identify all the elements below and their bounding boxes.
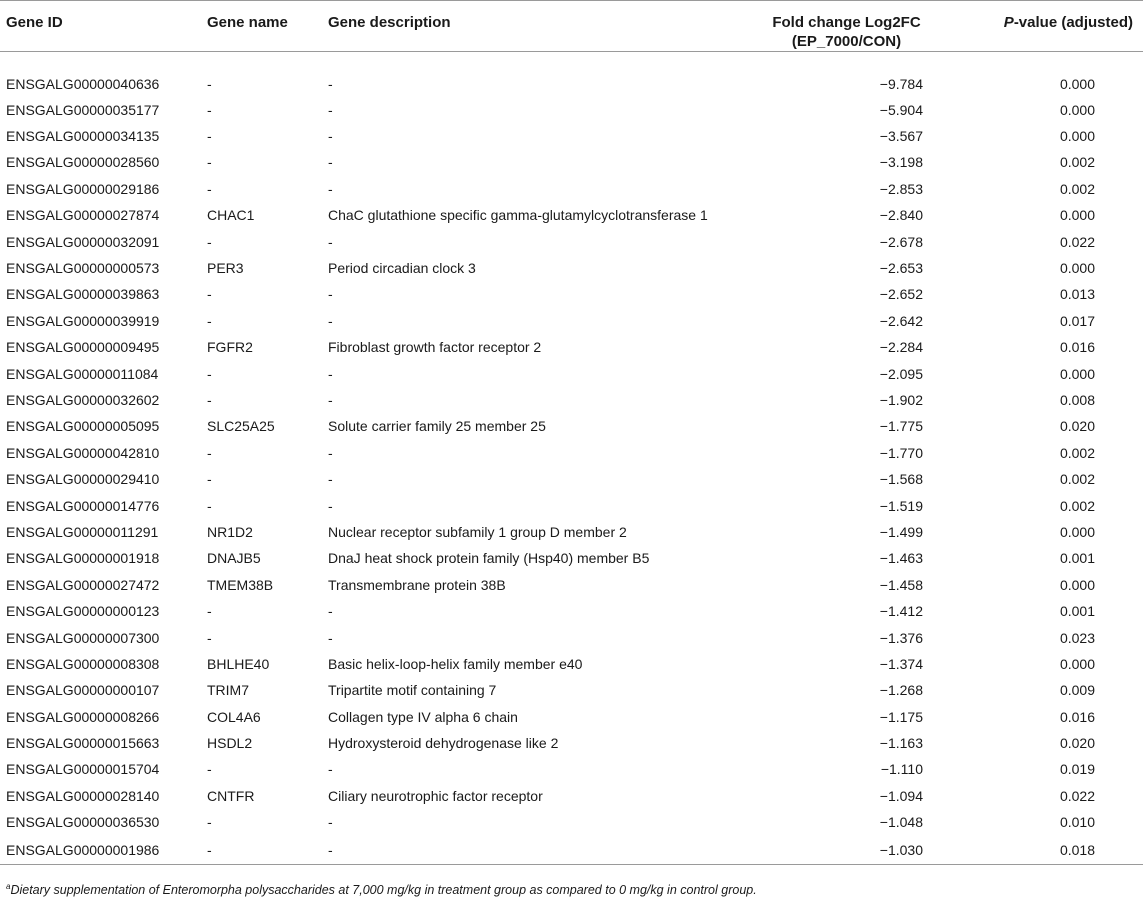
cell-fold-change: −5.904 (879, 101, 923, 118)
cell-pvalue: 0.002 (1059, 497, 1095, 514)
cell-gene-name: - (207, 814, 212, 831)
cell-pvalue: 0.000 (1059, 655, 1095, 672)
cell-fold-change: −1.568 (879, 471, 923, 488)
cell-gene-id: ENSGALG00000015704 (6, 761, 160, 778)
cell-gene-description: Solute carrier family 25 member 25 (328, 418, 546, 435)
cell-gene-id: ENSGALG00000027874 (6, 207, 160, 224)
cell-fold-change: −1.519 (879, 497, 923, 514)
cell-gene-id: ENSGALG00000034135 (6, 128, 160, 145)
cell-pvalue: 0.001 (1059, 603, 1095, 620)
cell-gene-description: Nuclear receptor subfamily 1 group D member 2 (328, 523, 627, 540)
table-row (0, 149, 1143, 175)
cell-fold-change: −1.048 (879, 814, 923, 831)
cell-gene-description: - (328, 312, 333, 329)
cell-gene-name: - (207, 180, 212, 197)
cell-gene-description: Collagen type IV alpha 6 chain (328, 708, 518, 725)
cell-gene-description: ChaC glutathione specific gamma-glutamylcyclotransferase 1 (328, 207, 708, 224)
table-row (0, 730, 1143, 756)
header-pvalue-p: P (1003, 14, 1014, 31)
cell-gene-description: Basic helix-loop-helix family member e40 (328, 655, 583, 672)
cell-pvalue: 0.023 (1059, 629, 1095, 646)
header-gene-description: Gene description (322, 1, 752, 52)
cell-pvalue: 0.000 (1059, 101, 1095, 118)
cell-gene-description: - (328, 365, 333, 382)
cell-gene-name: - (207, 497, 212, 514)
cell-pvalue: 0.017 (1059, 312, 1095, 329)
cell-fold-change: −2.678 (879, 233, 923, 250)
table-row (0, 228, 1143, 254)
table-row (0, 176, 1143, 202)
cell-gene-id: ENSGALG00000014776 (6, 497, 160, 514)
cell-pvalue: 0.019 (1059, 761, 1095, 778)
cell-pvalue: 0.000 (1059, 260, 1095, 277)
cell-gene-description: - (328, 497, 333, 514)
cell-gene-id: ENSGALG00000029410 (6, 471, 160, 488)
cell-gene-id: ENSGALG00000027472 (6, 576, 160, 593)
cell-fold-change: −1.770 (879, 444, 923, 461)
header-gene-name: Gene name (201, 1, 322, 52)
cell-gene-name: - (207, 365, 212, 382)
cell-fold-change: −9.784 (879, 75, 923, 92)
cell-gene-description: Ciliary neurotrophic factor receptor (328, 787, 543, 804)
cell-fold-change: −2.840 (879, 207, 923, 224)
cell-gene-name: - (207, 312, 212, 329)
cell-gene-description: Period circadian clock 3 (328, 260, 476, 277)
cell-gene-id: ENSGALG00000000107 (6, 682, 160, 699)
cell-gene-name: - (207, 471, 212, 488)
cell-pvalue: 0.002 (1059, 471, 1095, 488)
cell-gene-id: ENSGALG00000036530 (6, 814, 160, 831)
cell-fold-change: −1.376 (879, 629, 923, 646)
table-row (0, 783, 1143, 809)
cell-gene-name: - (207, 761, 212, 778)
cell-gene-name: DNAJB5 (207, 550, 261, 567)
cell-pvalue: 0.016 (1059, 339, 1095, 356)
cell-gene-name: BHLHE40 (207, 655, 270, 672)
cell-pvalue: 0.020 (1059, 418, 1095, 435)
cell-fold-change: −1.268 (879, 682, 923, 699)
cell-gene-id: ENSGALG00000040636 (6, 75, 160, 92)
cell-gene-id: ENSGALG00000039863 (6, 286, 160, 303)
header-pvalue-rest: -value (adjusted) (1013, 14, 1133, 31)
table-row (0, 809, 1143, 835)
cell-gene-name: - (207, 233, 212, 250)
cell-pvalue: 0.000 (1059, 207, 1095, 224)
footnote-marker: a (6, 882, 11, 891)
cell-gene-description: DnaJ heat shock protein family (Hsp40) member B5 (328, 550, 650, 567)
cell-fold-change: −3.198 (879, 154, 923, 171)
table-row (0, 703, 1143, 729)
header-fold-change (752, 1, 941, 52)
cell-gene-id: ENSGALG00000000123 (6, 603, 160, 620)
cell-gene-name: - (207, 128, 212, 145)
table-row (0, 413, 1143, 439)
cell-pvalue: 0.013 (1059, 286, 1095, 303)
cell-gene-name: - (207, 101, 212, 118)
cell-fold-change: −2.652 (879, 286, 923, 303)
cell-fold-change: −2.095 (879, 365, 923, 382)
cell-pvalue: 0.000 (1059, 523, 1095, 540)
cell-fold-change: −1.463 (879, 550, 923, 567)
cell-gene-description: - (322, 835, 752, 864)
cell-gene-name: CNTFR (207, 787, 255, 804)
cell-fold-change: −2.284 (879, 339, 923, 356)
cell-fold-change: −3.567 (879, 128, 923, 145)
cell-gene-description: - (328, 629, 333, 646)
cell-fold-change: −1.163 (879, 735, 923, 752)
header-pvalue (941, 1, 1143, 52)
cell-pvalue: 0.018 (941, 835, 1143, 864)
table-row (0, 440, 1143, 466)
footnote (6, 882, 757, 897)
table-row (0, 308, 1143, 334)
cell-gene-id: ENSGALG00000029186 (6, 180, 160, 197)
cell-fold-change: −1.094 (879, 787, 923, 804)
table-row (0, 255, 1143, 281)
cell-gene-description: Hydroxysteroid dehydrogenase like 2 (328, 735, 559, 752)
cell-gene-name: SLC25A25 (207, 418, 275, 435)
cell-gene-name: CHAC1 (207, 207, 255, 224)
cell-gene-name: - (207, 629, 212, 646)
table-row (0, 360, 1143, 386)
cell-gene-id: ENSGALG00000015663 (6, 735, 160, 752)
cell-gene-name: - (207, 444, 212, 461)
cell-gene-name: NR1D2 (207, 523, 253, 540)
cell-pvalue: 0.009 (1059, 682, 1095, 699)
cell-pvalue: 0.002 (1059, 180, 1095, 197)
table-header (0, 1, 1143, 52)
cell-gene-id: ENSGALG00000001986 (0, 835, 201, 864)
table-row (0, 334, 1143, 360)
cell-gene-description: - (328, 814, 333, 831)
cell-fold-change: −1.175 (879, 708, 923, 725)
table-row (0, 281, 1143, 307)
cell-gene-id: ENSGALG00000032602 (6, 391, 160, 408)
cell-pvalue: 0.022 (1059, 787, 1095, 804)
table-body (0, 52, 1143, 865)
cell-gene-description: - (328, 444, 333, 461)
cell-pvalue: 0.000 (1059, 128, 1095, 145)
cell-gene-id: ENSGALG00000028560 (6, 154, 160, 171)
header-fold-change-line2: (EP_7000/CON) (791, 33, 902, 50)
cell-pvalue: 0.016 (1059, 708, 1095, 725)
table-row (0, 492, 1143, 518)
table-row (0, 387, 1143, 413)
cell-gene-description: - (328, 761, 333, 778)
cell-fold-change: −1.499 (879, 523, 923, 540)
table-row (0, 756, 1143, 782)
cell-gene-name: - (207, 154, 212, 171)
cell-fold-change: −1.374 (879, 655, 923, 672)
cell-gene-name: TRIM7 (207, 682, 249, 699)
cell-gene-id: ENSGALG00000039919 (6, 312, 160, 329)
table-row (0, 202, 1143, 228)
table-row (0, 545, 1143, 571)
table-row (0, 519, 1143, 545)
cell-gene-description: - (328, 233, 333, 250)
cell-gene-id: ENSGALG00000008266 (6, 708, 160, 725)
cell-gene-description: - (328, 101, 333, 118)
table-row (0, 835, 1143, 864)
cell-gene-id: ENSGALG00000009495 (6, 339, 160, 356)
cell-gene-id: ENSGALG00000028140 (6, 787, 160, 804)
cell-gene-description: Transmembrane protein 38B (328, 576, 506, 593)
cell-pvalue: 0.000 (1059, 365, 1095, 382)
cell-gene-name: FGFR2 (207, 339, 253, 356)
cell-pvalue: 0.000 (1059, 576, 1095, 593)
cell-gene-id: ENSGALG00000001918 (6, 550, 160, 567)
cell-fold-change: −1.775 (879, 418, 923, 435)
cell-gene-description: - (328, 128, 333, 145)
cell-gene-description: - (328, 471, 333, 488)
gene-table (0, 1, 1143, 865)
cell-gene-id: ENSGALG00000000573 (6, 260, 160, 277)
cell-gene-description: - (328, 75, 333, 92)
cell-pvalue: 0.002 (1059, 154, 1095, 171)
header-fold-change-line1: Fold change Log2FC (772, 14, 921, 31)
table-row (0, 598, 1143, 624)
cell-gene-description: - (328, 603, 333, 620)
cell-gene-name: - (201, 835, 322, 864)
cell-pvalue: 0.001 (1059, 550, 1095, 567)
cell-gene-description: - (328, 286, 333, 303)
cell-gene-name: - (207, 391, 212, 408)
cell-gene-description: - (328, 154, 333, 171)
cell-pvalue: 0.002 (1059, 444, 1095, 461)
table-row (0, 677, 1143, 703)
cell-gene-name: COL4A6 (207, 708, 261, 725)
cell-gene-id: ENSGALG00000035177 (6, 101, 160, 118)
cell-fold-change: −1.902 (879, 391, 923, 408)
cell-gene-id: ENSGALG00000005095 (6, 418, 160, 435)
table-row (0, 624, 1143, 650)
cell-gene-description: Fibroblast growth factor receptor 2 (328, 339, 542, 356)
header-gene-id: Gene ID (0, 1, 201, 52)
cell-gene-name: TMEM38B (207, 576, 274, 593)
cell-gene-name: HSDL2 (207, 735, 253, 752)
cell-fold-change: −1.458 (879, 576, 923, 593)
cell-gene-name: - (207, 75, 212, 92)
cell-gene-description: - (328, 180, 333, 197)
cell-gene-id: ENSGALG00000042810 (6, 444, 160, 461)
cell-gene-description: - (328, 391, 333, 408)
cell-pvalue: 0.022 (1059, 233, 1095, 250)
cell-fold-change: −1.110 (880, 761, 923, 778)
cell-pvalue: 0.020 (1059, 735, 1095, 752)
cell-pvalue: 0.010 (1059, 814, 1095, 831)
cell-fold-change: −1.412 (879, 603, 923, 620)
cell-fold-change: −2.653 (879, 260, 923, 277)
cell-gene-id: ENSGALG00000007300 (6, 629, 160, 646)
table-row (0, 97, 1143, 123)
cell-fold-change: −1.030 (752, 835, 941, 864)
header-row (0, 1, 1143, 52)
cell-fold-change: −2.853 (879, 180, 923, 197)
cell-gene-name: PER3 (207, 260, 244, 277)
cell-gene-id: ENSGALG00000032091 (6, 233, 160, 250)
cell-gene-name: - (207, 603, 212, 620)
cell-gene-description: Tripartite motif containing 7 (328, 682, 497, 699)
cell-gene-id: ENSGALG00000011084 (6, 365, 159, 382)
table-row (0, 466, 1143, 492)
cell-gene-id: ENSGALG00000011291 (6, 523, 159, 540)
cell-gene-name: - (207, 286, 212, 303)
table-row (0, 52, 1143, 97)
cell-pvalue: 0.000 (1059, 75, 1095, 92)
cell-pvalue: 0.008 (1059, 391, 1095, 408)
footnote-text: Dietary supplementation of Enteromorpha polysaccharides at 7,000 mg/kg in treatment group as compared to 0 mg/kg in control group. (10, 883, 757, 898)
cell-fold-change: −2.642 (879, 312, 923, 329)
table-row (0, 572, 1143, 598)
cell-gene-id: ENSGALG00000008308 (6, 655, 160, 672)
table-row (0, 123, 1143, 149)
table-row (0, 651, 1143, 677)
